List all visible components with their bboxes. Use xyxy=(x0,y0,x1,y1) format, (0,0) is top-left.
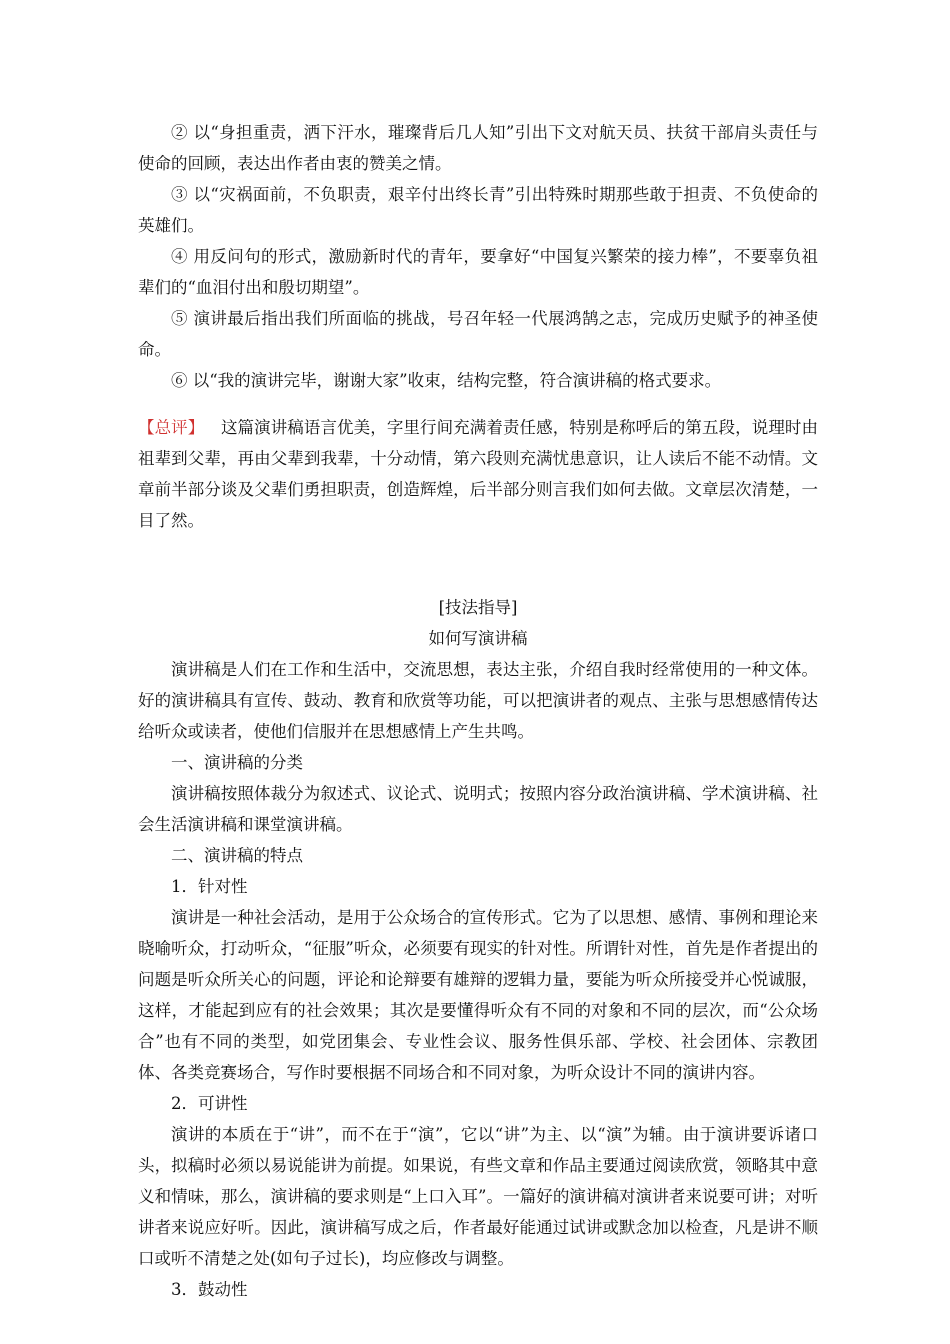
document-page xyxy=(138,117,818,1305)
point-3: ③ 以“灾祸面前，不负职责，艰辛付出终长青”引出特殊时期那些敢于担责、不负使命的英雄们。 xyxy=(138,185,818,235)
point-5: ⑤ 演讲最后指出我们所面临的挑战，号召年轻一代展鸿鹄之志，完成历史赋予的神圣使命。 xyxy=(138,309,818,359)
review-paragraph xyxy=(138,412,818,536)
section-spacer xyxy=(138,536,818,592)
classification-text: 演讲稿按照体裁分为叙述式、议论式、说明式；按照内容分政治演讲稿、学术演讲稿、社会生活演讲稿和课堂演讲稿。 xyxy=(138,784,818,834)
section-title: [技法指导] xyxy=(438,598,518,617)
point-4: ④ 用反问句的形式，激励新时代的青年，要拿好“中国复兴繁荣的接力棒”，不要辜负祖辈们的“血泪付出和殷切期望”。 xyxy=(138,247,818,297)
review-text: 这篇演讲稿语言优美，字里行间充满着责任感，特别是称呼后的第五段，说理时由祖辈到父辈，再由父辈到我辈，十分动情，第六段则充满忧患意识，让人读后不能不动情。文章前半部分谈及父辈们勇担职责，创造辉煌，后半部分则言我们如何去做。文章层次清楚，一目了然。 xyxy=(138,418,819,530)
speakable-text: 演讲的本质在于“讲”，而不在于“演”，它以“讲”为主、以“演”为辅。由于演讲要诉诸口头，拟稿时必须以易说能讲为前提。如果说，有些文章和作品主要通过阅读欣赏，领略其中意义和情味，那么，演讲稿的要求则是“上口入耳”。一篇好的演讲稿对演讲者来说要可讲；对听讲者来说应好听。因此，演讲稿写成之后，作者最好能通过试讲或默念加以检查，凡是讲不顺口或听不清楚之处(如句子过长)，均应修改与调整。 xyxy=(138,1125,818,1268)
heading-classification: 一、演讲稿的分类 xyxy=(171,753,303,772)
subheading-targeted: 1．针对性 xyxy=(171,877,248,896)
guide-title: 如何写演讲稿 xyxy=(428,629,528,648)
subheading-inspiring: 3．鼓动性 xyxy=(171,1280,248,1299)
guide-intro: 演讲稿是人们在工作和生活中，交流思想，表达主张，介绍自我时经常使用的一种文体。好的演讲稿具有宣传、鼓动、教育和欣赏等功能，可以把演讲者的观点、主张与思想感情传达给听众或读者，使他们信服并在思想感情上产生共鸣。 xyxy=(138,660,818,741)
targeted-text: 演讲是一种社会活动，是用于公众场合的宣传形式。它为了以思想、感情、事例和理论来晓喻听众，打动听众，“征服”听众，必须要有现实的针对性。所谓针对性，首先是作者提出的问题是听众所关心的问题，评论和论辩要有雄辩的逻辑力量，要能为听众所接受并心悦诚服，这样，才能起到应有的社会效果；其次是要懂得听众有不同的对象和不同的层次，而“公众场合”也有不同的类型，如党团集会、专业性会议、服务性俱乐部、学校、社会团体、宗教团体、各类竞赛场合，写作时要根据不同场合和不同对象，为听众设计不同的演讲内容。 xyxy=(138,908,818,1082)
point-6: ⑥ 以“我的演讲完毕，谢谢大家”收束，结构完整，符合演讲稿的格式要求。 xyxy=(171,371,722,390)
heading-features: 二、演讲稿的特点 xyxy=(171,846,303,865)
point-2: ② 以“身担重责，洒下汗水，璀璨背后几人知”引出下文对航天员、扶贫干部肩头责任与使命的回顾，表达出作者由衷的赞美之情。 xyxy=(138,123,818,173)
subheading-speakable: 2．可讲性 xyxy=(171,1094,248,1113)
review-label: 【总评】 xyxy=(138,418,205,437)
